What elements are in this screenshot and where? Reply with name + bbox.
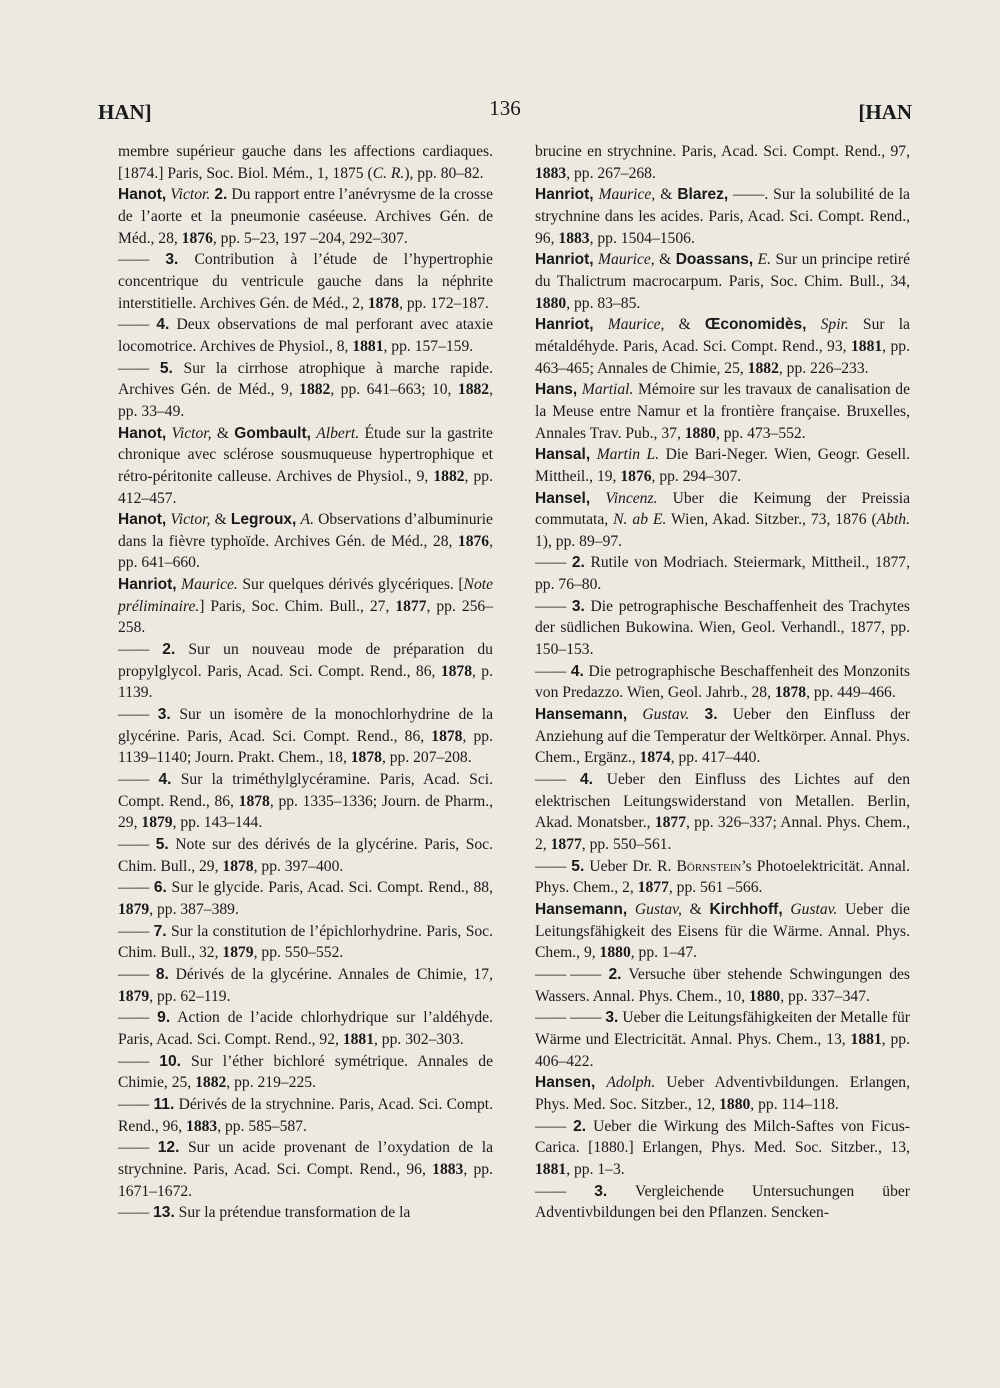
bibliography-entry: Hanot, Victor, & Gombault, Albert. Étude sur la gastrite chronique avec sclérose sousmuqueuse hypertrophique et rétro-péritonite calleuse. Archives de Physiol., 9, 1882, pp. 412–457.: [118, 424, 494, 507]
bibliography-entry: —— 4. Die petrographische Beschaffenheit des Monzonits von Predazzo. Wien, Geol. Jahrb., 28, 1878, pp. 449–466.: [535, 662, 910, 702]
right-column: [535, 141, 910, 1224]
bibliography-entry: brucine en strychnine. Paris, Acad. Sci. Compt. Rend., 97, 1883, pp. 267–268.: [535, 143, 910, 182]
bibliography-entry: —— 2. Ueber die Wirkung des Milch-Saftes von Ficus-Carica. [1880.] Erlangen, Phys. Med. Soc. Sitzber., 13, 1881, pp. 1–3.: [535, 1117, 911, 1178]
bibliography-entry: Hansemann, Gustav, & Kirchhoff, Gustav. Ueber die Leitungsfähigkeit des Eisens für die Wärme. Annal. Phys. Chem., 9, 1880, pp. 1–47.: [535, 900, 910, 962]
bibliography-entry: —— 3. Sur un isomère de la monochlorhydrine de la glycérine. Paris, Acad. Sci. Compt. Rend., 86, 1878, pp. 1139–1140; Journ. Prakt. Chem., 18, 1878, pp. 207–208.: [118, 706, 493, 767]
bibliography-entry: —— 4. Deux observations de mal perforant avec ataxie locomotrice. Archives de Physiol., 8, 1881, pp. 157–159.: [118, 316, 494, 355]
bibliography-entry: Hanriot, Maurice, & Œconomidès, Spir. Sur la métaldéhyde. Paris, Acad. Sci. Compt. Rend., 93, 1881, pp. 463–465; Annales de Chimie, 25, 1882, pp. 226–233.: [535, 316, 910, 377]
bibliography-entry: Hanriot, Maurice, & Doassans, E. Sur un principe retiré du Thalictrum macrocarpum. Paris, Soc. Chim. Bull., 34, 1880, pp. 83–85.: [535, 251, 910, 312]
header-left-key: HAN]: [98, 100, 152, 124]
bibliography-entry: —— 3. Vergleichende Untersuchungen über Adventivbildungen bei den Pflanzen. Sencken-: [535, 1182, 910, 1222]
bibliography-entry: Hanot, Victor. 2. Du rapport entre l’anévrysme de la crosse de l’aorte et la pneumonie caséeuse. Archives Gén. de Méd., 28, 1876, pp. 5–23, 197 –204, 292–307.: [118, 186, 493, 247]
page-number: 136: [489, 96, 521, 120]
bibliography-entry: membre supérieur gauche dans les affections cardiaques. [1874.] Paris, Soc. Biol. Mém., 1, 1875 (C. R.), pp. 80–82.: [118, 143, 493, 182]
bibliography-entry: Hansel, Vincenz. Uber die Keimung der Preissia commutata, N. ab E. Wien, Akad. Sitzber., 73, 1876 (Abth. 1), pp. 89–97.: [535, 489, 911, 550]
bibliography-entry: —— 3. Contribution à l’étude de l’hypertrophie concentrique du ventricule gauche dans la néphrite interstitielle. Archives Gén. de Méd., 2, 1878, pp. 172–187.: [118, 251, 493, 312]
bibliography-entry: —— 13. Sur la prétendue transformation de la: [118, 1204, 411, 1222]
bibliography-entry: —— 4. Ueber den Einfluss des Lichtes auf den elektrischen Leitungswiderstand von Metallen. Berlin, Akad. Monatsber., 1877, pp. 326–337; Annal. Phys. Chem., 2, 1877, pp. 550–561.: [535, 771, 910, 853]
bibliography-entry: Hanot, Victor, & Legroux, A. Observations d’albuminurie dans la fièvre typhoïde. Archives Gén. de Méd., 28, 1876, pp. 641–660.: [118, 511, 493, 572]
bibliography-entry: Hansal, Martin L. Die Bari-Neger. Wien, Geogr. Gesell. Mittheil., 19, 1876, pp. 294–307.: [535, 446, 910, 485]
bibliography-entry: —— 7. Sur la constitution de l’épichlorhydrine. Paris, Soc. Chim. Bull., 32, 1879, pp. 550–552.: [118, 922, 493, 962]
bibliography-entry: —— 12. Sur un acide provenant de l’oxydation de la strychnine. Paris, Acad. Sci. Compt. Rend., 96, 1883, pp. 1671–1672.: [118, 1139, 493, 1200]
bibliography-entry: —— 5. Sur la cirrhose atrophique à marche rapide. Archives Gén. de Méd., 9, 1882, pp. 641–663; 10, 1882, pp. 33–49.: [118, 359, 493, 420]
bibliography-entry: —— 4. Sur la triméthylglycéramine. Paris, Acad. Sci. Compt. Rend., 86, 1878, pp. 1335–1336; Journ. de Pharm., 29, 1879, pp. 143–144.: [118, 771, 493, 832]
bibliography-entry: —— 6. Sur le glycide. Paris, Acad. Sci. Compt. Rend., 88, 1879, pp. 387–389.: [118, 879, 493, 918]
bibliography-entry: —— —— 2. Versuche über stehende Schwingungen des Wassers. Annal. Phys. Chem., 10, 1880, pp. 337–347.: [535, 965, 910, 1005]
bibliography-entry: —— 2. Sur un nouveau mode de préparation du propylglycol. Paris, Acad. Sci. Compt. Rend., 86, 1878, p. 1139.: [118, 641, 493, 702]
bibliography-entry: Hansemann, Gustav. 3. Ueber den Einfluss der Anziehung auf die Temperatur der Weltkörper. Annal. Phys. Chem., Ergänz., 1874, pp. 417–440.: [535, 706, 911, 767]
bibliography-entry: Hanriot, Maurice, & Blarez, ——. Sur la solubilité de la strychnine dans les acides. Paris, Acad. Sci. Compt. Rend., 96, 1883, pp. 1504–1506.: [535, 186, 910, 247]
bibliography-entry: —— —— 3. Ueber die Leitungsfähigkeiten der Metalle für Wärme und Electricität. Annal. Phys. Chem., 13, 1881, pp. 406–422.: [535, 1009, 911, 1070]
running-head: [98, 96, 912, 126]
bibliography-entry: —— 8. Dérivés de la glycérine. Annales de Chimie, 17, 1879, pp. 62–119.: [118, 965, 493, 1005]
header-right-key: [HAN: [858, 100, 912, 124]
bibliography-entry: Hansen, Adolph. Ueber Adventivbildungen. Erlangen, Phys. Med. Soc. Sitzber., 12, 1880, pp. 114–118.: [535, 1074, 910, 1113]
bibliography-entry: —— 9. Action de l’acide chlorhydrique sur l’aldéhyde. Paris, Acad. Sci. Compt. Rend., 92, 1881, pp. 302–303.: [118, 1009, 493, 1048]
bibliography-entry: —— 11. Dérivés de la strychnine. Paris, Acad. Sci. Compt. Rend., 96, 1883, pp. 585–587.: [118, 1095, 493, 1135]
bibliography-entry: —— 3. Die petrographische Beschaffenheit des Trachytes der südlichen Bukowina. Wien, Geol. Verhandl., 1877, pp. 150–153.: [535, 597, 910, 659]
bibliography-entry: —— 5. Ueber Dr. R. Börnstein’s Photoelektricität. Annal. Phys. Chem., 2, 1877, pp. 561 –566.: [535, 857, 911, 897]
bibliography-entry: —— 10. Sur l’éther bichloré symétrique. Annales de Chimie, 25, 1882, pp. 219–225.: [118, 1052, 493, 1092]
bibliography-entry: —— 5. Note sur des dérivés de la glycérine. Paris, Soc. Chim. Bull., 29, 1878, pp. 397–400.: [118, 836, 494, 875]
bibliography-entry: Hanriot, Maurice. Sur quelques dérivés glycériques. [Note préliminaire.] Paris, Soc. Chim. Bull., 27, 1877, pp. 256–258.: [118, 576, 494, 637]
left-column: [118, 141, 493, 1224]
bibliography-entry: Hans, Martial. Mémoire sur les travaux de canalisation de la Meuse entre Namur et la frontière française. Bruxelles, Annales Trav. Pub., 37, 1880, pp. 473–552.: [535, 381, 910, 442]
bibliography-entry: —— 2. Rutile von Modriach. Steiermark, Mittheil., 1877, pp. 76–80.: [535, 554, 910, 594]
